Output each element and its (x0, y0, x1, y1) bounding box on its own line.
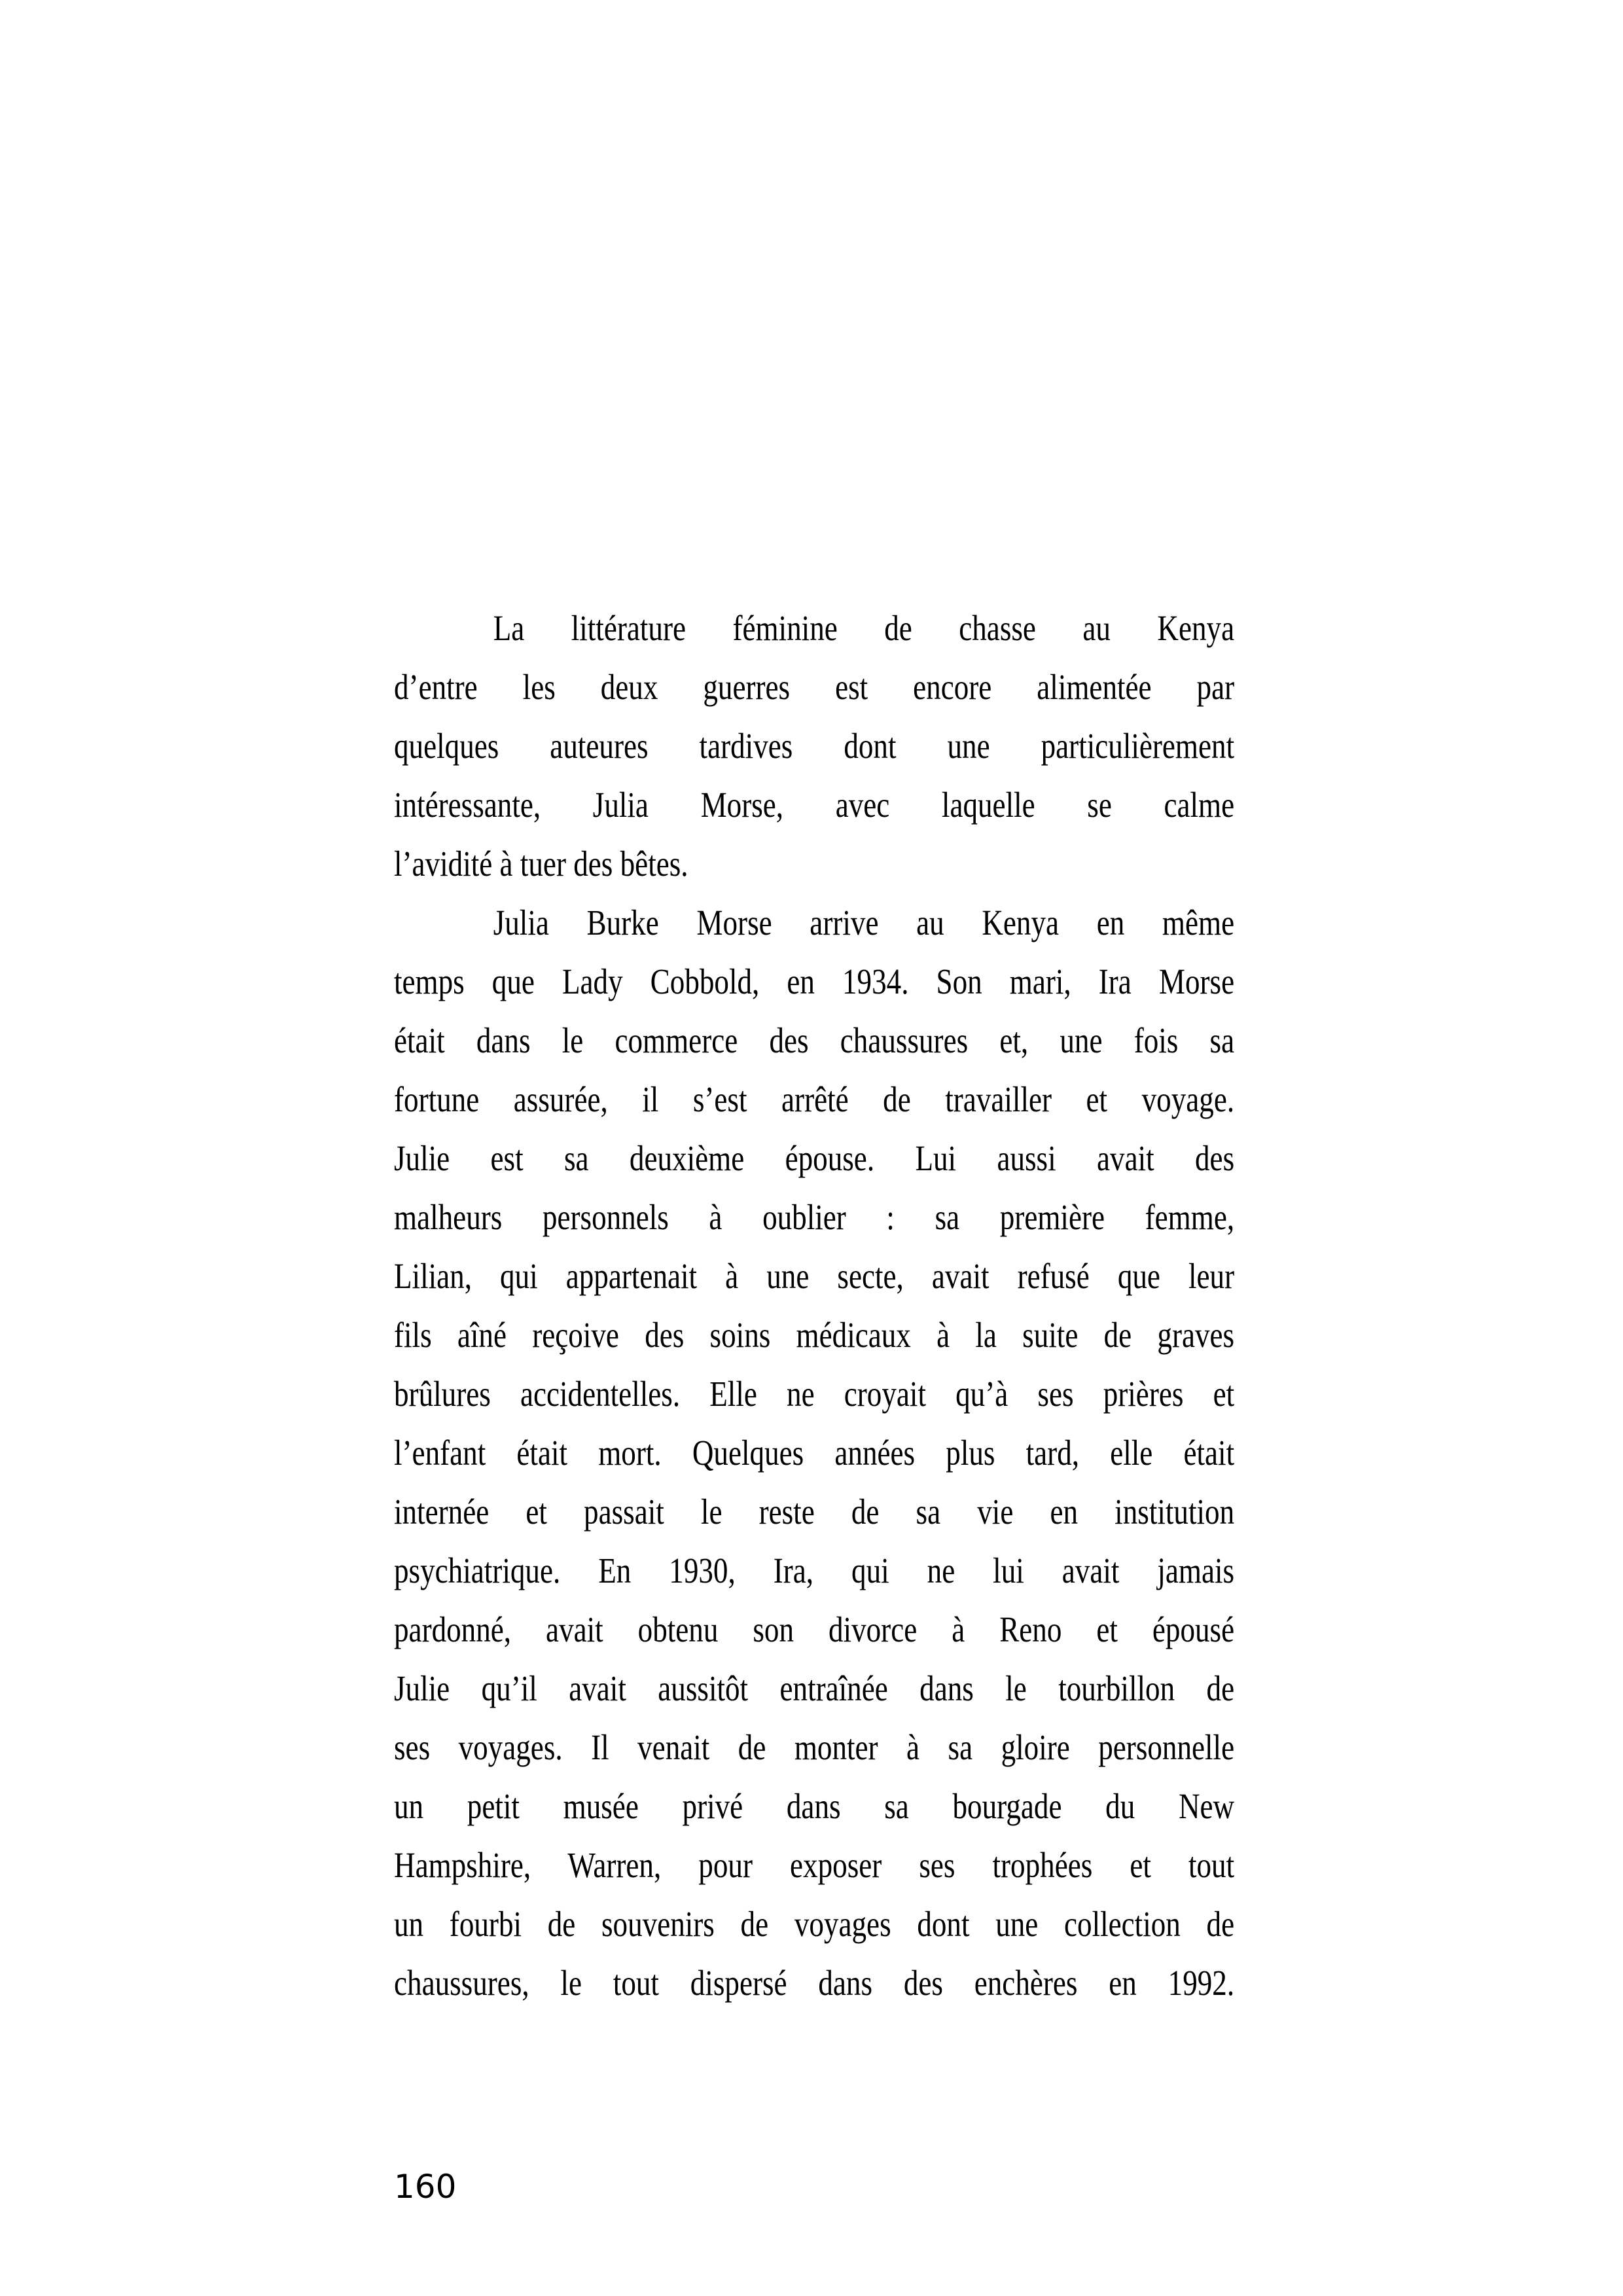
text-line: brûlures accidentelles. Elle ne croyait qu’à ses prières et (394, 1374, 1235, 1414)
text-line: Lilian, qui appartenait à une secte, avait refusé que leur (394, 1256, 1235, 1296)
paragraph (394, 893, 1234, 2013)
page-number: 160 (394, 2168, 457, 2206)
text-line: La littérature féminine de chasse au Kenya (493, 608, 1235, 648)
text-line: temps que Lady Cobbold, en 1934. Son mari, Ira Morse (394, 961, 1235, 1001)
text-line: Julia Burke Morse arrive au Kenya en même (493, 903, 1235, 942)
text-line: Hampshire, Warren, pour exposer ses trophées et tout (394, 1845, 1235, 1885)
text-line: fortune assurée, il s’est arrêté de travailler et voyage. (394, 1079, 1235, 1119)
text-line: ses voyages. Il venait de monter à sa gloire personnelle (394, 1727, 1235, 1767)
text-line: l’enfant était mort. Quelques années plus tard, elle était (394, 1433, 1235, 1473)
text-line: malheurs personnels à oublier : sa première femme, (394, 1197, 1235, 1237)
text-line: un fourbi de souvenirs de voyages dont une collection de (394, 1904, 1235, 1944)
text-line: un petit musée privé dans sa bourgade du New (394, 1786, 1235, 1826)
text-line: quelques auteures tardives dont une particulièrement (394, 726, 1235, 766)
paragraph (394, 599, 1234, 893)
text-line: psychiatrique. En 1930, Ira, qui ne lui avait jamais (394, 1551, 1235, 1590)
text-line: Julie qu’il avait aussitôt entraînée dans le tourbillon de (394, 1668, 1235, 1708)
text-line: Julie est sa deuxième épouse. Lui aussi avait des (394, 1138, 1235, 1178)
text-line: d’entre les deux guerres est encore alimentée par (394, 667, 1235, 707)
text-line: chaussures, le tout dispersé dans des enchères en 1992. (394, 1963, 1235, 2003)
text-line: intéressante, Julia Morse, avec laquelle se calme (394, 785, 1235, 825)
text-line: était dans le commerce des chaussures et, une fois sa (394, 1020, 1235, 1060)
text-line: internée et passait le reste de sa vie en institution (394, 1492, 1235, 1532)
body-text (394, 599, 1234, 2013)
text-line: l’avidité à tuer des bêtes. (394, 844, 688, 884)
text-line: fils aîné reçoive des soins médicaux à la suite de graves (394, 1315, 1235, 1355)
text-line: pardonné, avait obtenu son divorce à Reno et épousé (394, 1609, 1235, 1649)
